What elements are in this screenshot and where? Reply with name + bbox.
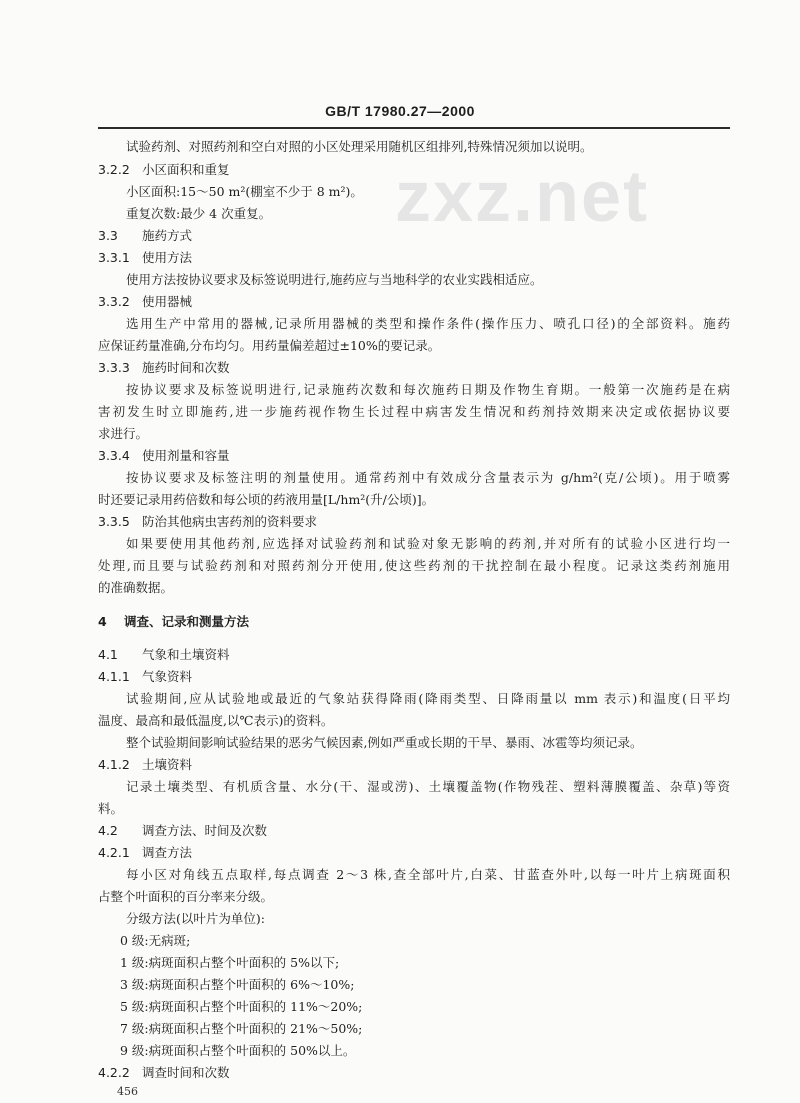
- section-number: 3.3.4: [98, 448, 130, 463]
- section-number: 4.2: [98, 823, 118, 838]
- paragraph-line: 害初发生时立即施药,进一步施药视作物生长过程中病害发生情况和药剂持效期来决定或依据协议要: [98, 404, 730, 419]
- watermark: zxz.net: [395, 157, 650, 237]
- section-title: 小区面积和重复: [142, 162, 230, 177]
- section-title: 调查时间和次数: [142, 1065, 230, 1080]
- section-title: 使用剂量和容量: [142, 448, 230, 463]
- section-title: 气象和土壤资料: [142, 647, 230, 662]
- paragraph-line: 重复次数:最少 4 次重复。: [126, 206, 272, 221]
- paragraph-line: 小区面积:15～50 m²(棚室不少于 8 m²)。: [126, 184, 363, 199]
- section-number: 3.3.2: [98, 294, 130, 309]
- paragraph-line: 每小区对角线五点取样,每点调查 2～3 株,查全部叶片,白菜、甘蓝查外叶,以每一叶片上病斑面积: [126, 867, 730, 882]
- section-number: 4.2.2: [98, 1065, 130, 1080]
- section-heading-3-3-1: [98, 248, 730, 268]
- paragraph-line: 整个试验期间影响试验结果的恶劣气候因素,例如严重或长期的干旱、暴雨、冰雹等均须记录。: [126, 735, 643, 750]
- section-heading-3-3: [98, 226, 730, 246]
- section-heading-3-3-3: [98, 358, 730, 378]
- header-rule: [98, 127, 730, 129]
- section-heading-4-1-1: [98, 667, 730, 687]
- section-title: 使用器械: [142, 294, 193, 309]
- paragraph-line: 分级方法(以叶片为单位):: [126, 911, 265, 926]
- paragraph-line: 时还要记录用药倍数和每公顷的药液用量[L/hm²(升/公顷)]。: [98, 492, 435, 507]
- section-number: 3.3.5: [98, 514, 130, 529]
- section-title: 施药方式: [142, 228, 193, 243]
- paragraph-line: 使用方法按协议要求及标签说明进行,施药应与当地科学的农业实践相适应。: [126, 272, 543, 287]
- page-number: 456: [117, 1085, 138, 1098]
- paragraph-line: 按协议要求及标签说明进行,记录施药次数和每次施药日期及作物生育期。一般第一次施药是在病: [126, 382, 730, 397]
- section-title: 土壤资料: [142, 757, 193, 772]
- paragraph-line: 试验期间,应从试验地或最近的气象站获得降雨(降雨类型、日降雨量以 mm 表示)和温度(日平均: [126, 691, 730, 706]
- section-heading-4-2-1: [98, 843, 730, 863]
- paragraph-line: 按协议要求及标签注明的剂量使用。通常药剂中有效成分含量表示为 g/hm²(克/公顷)。用于喷雾: [126, 470, 730, 485]
- section-title: 调查方法: [142, 845, 193, 860]
- section-title: 施药时间和次数: [142, 360, 230, 375]
- paragraph-line: 料。: [98, 801, 124, 816]
- section-heading-3-3-2: [98, 292, 730, 312]
- grade-item: 1 级:病斑面积占整个叶面积的 5%以下;: [120, 955, 340, 970]
- paragraph-line: 选用生产中常用的器械,记录所用器械的类型和操作条件(操作压力、喷孔口径)的全部资料。施药: [126, 316, 730, 331]
- section-number: 4: [98, 614, 107, 629]
- section-heading-4-2-2: [98, 1063, 730, 1083]
- grade-item: 3 级:病斑面积占整个叶面积的 6%～10%;: [120, 977, 355, 992]
- section-number: 4.1.2: [98, 757, 130, 772]
- section-heading-4-1: [98, 645, 730, 665]
- section-heading-3-2-2: [98, 160, 730, 180]
- paragraph-line: 记录土壤类型、有机质含量、水分(干、湿或涝)、土壤覆盖物(作物残茬、塑料薄膜覆盖、杂草)等资: [126, 779, 730, 794]
- section-number: 4.1.1: [98, 669, 130, 684]
- section-title: 调查方法、时间及次数: [142, 823, 268, 838]
- grade-item: 0 级:无病斑;: [120, 933, 191, 948]
- grade-item: 5 级:病斑面积占整个叶面积的 11%～20%;: [120, 999, 363, 1014]
- section-heading-4-1-2: [98, 755, 730, 775]
- paragraph-line: 的准确数据。: [98, 580, 174, 595]
- paragraph-line: 如果要使用其他药剂,应选择对试验药剂和试验对象无影响的药剂,并对所有的试验小区进行均一: [126, 536, 730, 551]
- section-number: 3.3.3: [98, 360, 130, 375]
- section-heading-3-3-5: [98, 512, 730, 532]
- section-heading-3-3-4: [98, 446, 730, 466]
- section-title: 调查、记录和测量方法: [124, 614, 250, 629]
- section-number: 3.3: [98, 228, 118, 243]
- section-title: 气象资料: [142, 669, 193, 684]
- paragraph-line: 求进行。: [98, 426, 149, 441]
- paragraph-line: 处理,而且要与试验药剂和对照药剂分开使用,使这些药剂的干扰控制在最小程度。记录这类药剂施用: [98, 558, 730, 573]
- grade-item: 7 级:病斑面积占整个叶面积的 21%～50%;: [120, 1021, 363, 1036]
- section-title: 使用方法: [142, 250, 193, 265]
- section-heading-4: [98, 612, 730, 632]
- section-number: 3.2.2: [98, 162, 130, 177]
- section-number: 3.3.1: [98, 250, 130, 265]
- paragraph-line: 应保证药量准确,分布均匀。用药量偏差超过±10%的要记录。: [98, 338, 441, 353]
- section-number: 4.2.1: [98, 845, 130, 860]
- page-header: GB/T 17980.27—2000: [325, 103, 475, 119]
- section-heading-4-2: [98, 821, 730, 841]
- paragraph-line: 试验药剂、对照药剂和空白对照的小区处理采用随机区组排列,特殊情况须加以说明。: [126, 139, 593, 154]
- paragraph-line: 占整个叶面积的百分率来分级。: [98, 889, 274, 904]
- grade-item: 9 级:病斑面积占整个叶面积的 50%以上。: [120, 1043, 356, 1058]
- section-title: 防治其他病虫害药剂的资料要求: [142, 514, 318, 529]
- section-number: 4.1: [98, 647, 118, 662]
- paragraph-line: 温度、最高和最低温度,以℃表示)的资料。: [98, 713, 334, 728]
